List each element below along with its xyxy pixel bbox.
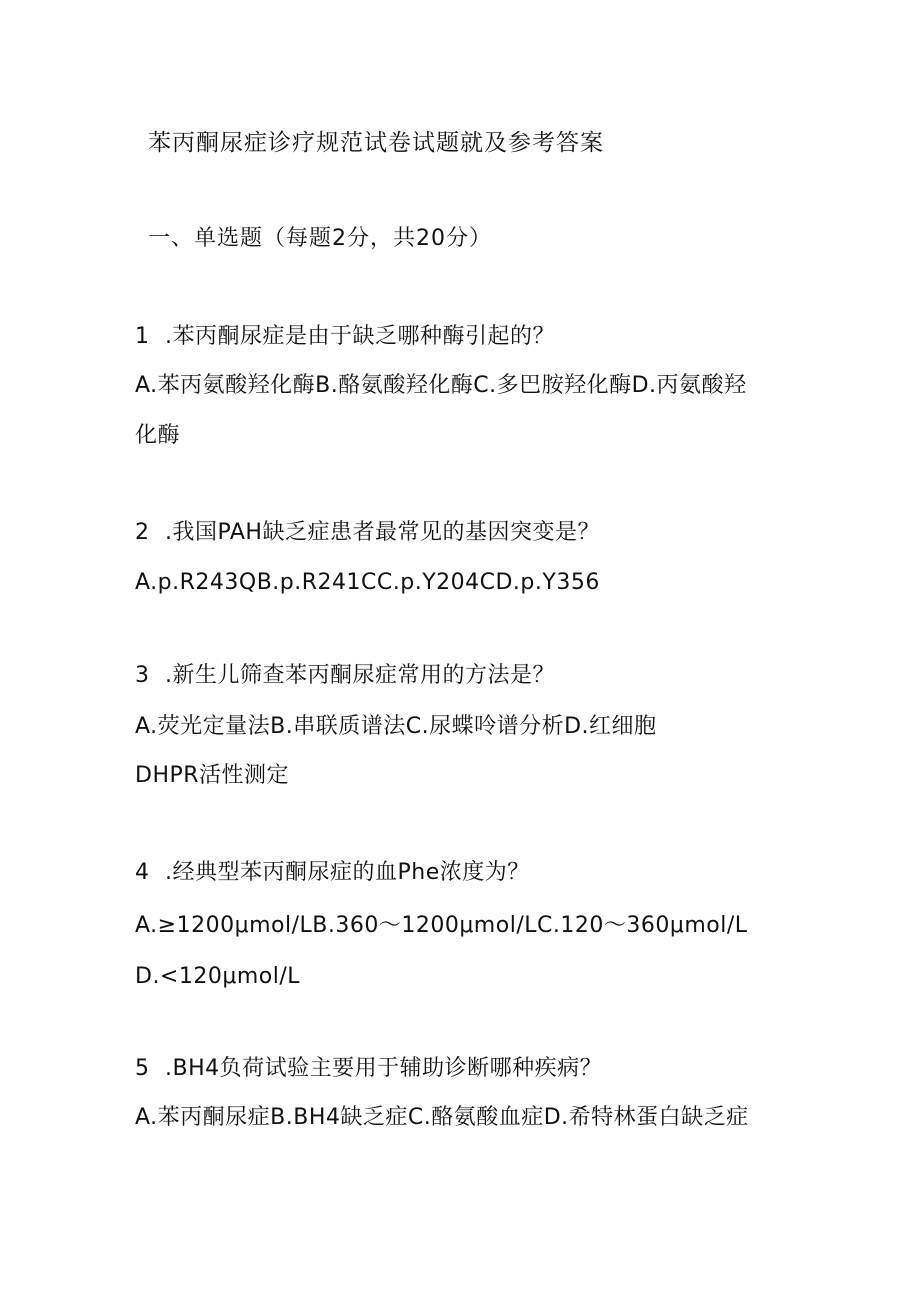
question-text: .新生儿筛查苯丙酮尿症常用的方法是？ (165, 663, 555, 688)
question-text: .我国PAH缺乏症患者最常见的基因突变是？ (165, 520, 600, 545)
question-5-options-line-1: A.苯丙酮尿症B.BH4缺乏症C.酪氨酸血症D.希特林蛋白缺乏症 (135, 1105, 749, 1130)
question-number: 2 (135, 520, 150, 545)
question-text: .BH4负荷试验主要用于辅助诊断哪种疾病？ (165, 1056, 603, 1081)
question-text: .苯丙酮尿症是由于缺乏哪种酶引起的？ (165, 324, 555, 349)
question-text: .经典型苯丙酮尿症的血Phe浓度为？ (165, 860, 530, 885)
question-number: 3 (135, 663, 150, 688)
question-2-options-line-1: A.p.R243QB.p.R241CC.p.Y204CD.p.Y356 (135, 570, 600, 595)
question-number: 1 (135, 324, 150, 349)
question-number: 4 (135, 860, 150, 885)
question-5 (135, 1054, 602, 1084)
document-title: 苯丙酮尿症诊疗规范试卷试题就及参考答案 (148, 130, 604, 156)
question-3-options-line-1: A.荧光定量法B.串联质谱法C.尿蝶呤谱分析D.红细胞 (135, 714, 657, 739)
question-3-options-line-2: DHPR活性测定 (135, 763, 290, 788)
question-4 (135, 858, 530, 888)
question-4-options-line-2: D.<120μmol/L (135, 964, 301, 989)
section-heading: 一、单选题（每题2分，共20分） (148, 226, 492, 251)
question-1 (135, 322, 555, 352)
question-3 (135, 661, 555, 691)
question-number: 5 (135, 1056, 150, 1081)
question-1-options-line-1: A.苯丙氨酸羟化酶B.酪氨酸羟化酶C.多巴胺羟化酶D.丙氨酸羟 (135, 373, 747, 398)
question-2 (135, 518, 600, 548)
question-4-options-line-1: A.≥1200μmol/LB.360～1200μmol/LC.120～360μmol/L (135, 913, 748, 938)
question-1-options-line-2: 化酶 (135, 423, 181, 448)
